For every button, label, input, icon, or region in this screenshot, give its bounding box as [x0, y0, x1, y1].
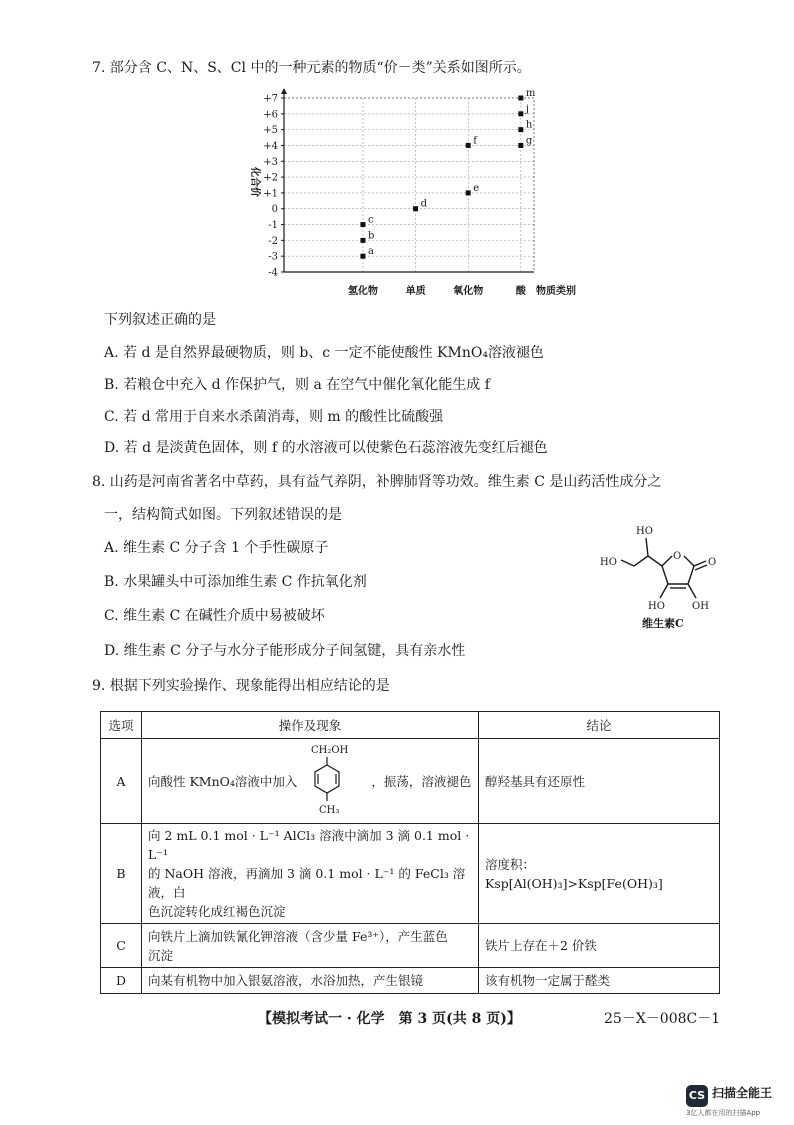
q8-stem-line2: 一，结构简式如图。下列叙述错误的是: [104, 507, 342, 523]
chart-ytick-label: -1: [268, 220, 278, 232]
row-d-conclusion: 该有机物一定属于醛类: [479, 968, 720, 994]
table-header-conclusion: 结论: [479, 712, 720, 739]
chart-point-d: [413, 206, 418, 211]
row-c-conclusion: 铁片上存在＋2 价铁: [479, 924, 720, 968]
chart-point-b: [360, 238, 365, 243]
row-b-option: B: [101, 824, 142, 924]
q8-stem-line1: 8. 山药是河南省著名中草药，具有益气养阴，补脾肺肾等功效。维生素 C 是山药活性成分之: [92, 474, 662, 490]
row-b-conc-line: 溶度积：: [485, 856, 536, 872]
row-a-op-before: 向酸性 KMnO₄溶液中加入: [148, 773, 298, 789]
chart-frame: [284, 98, 534, 272]
q7-option-a: A. 若 d 是自然界最硬物质，则 b、c 一定不能使酸性 KMnO₄溶液褪色: [104, 345, 544, 361]
chart-point-c: [360, 222, 365, 227]
chart-point-label: h: [525, 119, 533, 131]
row-a-conclusion: 醇羟基具有还原性: [479, 739, 720, 824]
q7-prompt: 下列叙述正确的是: [104, 312, 216, 328]
table-header-option: 选项: [101, 712, 142, 739]
chart-y-axis-arrow: [281, 88, 287, 94]
scanner-tagline: 3亿人都在用的扫描App: [686, 1109, 761, 1117]
chart-ytick-label: -2: [268, 235, 278, 247]
chart-point-g: [518, 143, 523, 148]
row-c-op-line: 沉淀: [148, 947, 174, 963]
row-b-operation: [142, 824, 479, 924]
chart-xlabel: 物质类别: [536, 286, 576, 297]
chart-ytick-label: +1: [263, 188, 278, 200]
table-row: [101, 739, 720, 824]
row-d-operation: 向某有机物中加入银氨溶液，水浴加热，产生银镜: [142, 968, 479, 994]
mol-label-ho-top: HO: [636, 526, 653, 537]
mol-label-o-ring: O: [673, 551, 682, 562]
struct-bottom-label: CH₃: [319, 805, 340, 816]
chart-point-label: e: [473, 182, 480, 194]
table-row: [101, 924, 720, 968]
mol-label-o-carbonyl: O: [708, 557, 717, 568]
footer-title: 【模拟考试一 · 化学 第 3 页(共 8 页)】: [258, 1011, 521, 1027]
q7-option-b: B. 若粮仓中充入 d 作保护气，则 a 在空气中催化氧化能生成 f: [104, 377, 490, 393]
chart-axes: [281, 88, 534, 272]
chart-point-h: [518, 127, 523, 132]
chart-ytick-label: +2: [263, 172, 278, 184]
row-c-option: C: [101, 924, 142, 968]
chart-category-label: 酸: [515, 286, 526, 297]
chart-ytick-label: -3: [268, 251, 278, 263]
chart-point-f: [466, 143, 471, 148]
row-a-operation: [142, 739, 479, 824]
chart-point-j: [518, 111, 523, 116]
chart-point-label: g: [525, 135, 533, 147]
row-b-conc-line: Ksp[Al(OH)₃]>Ksp[Fe(OH)₃]: [485, 875, 663, 891]
chart-point-m: [518, 96, 523, 101]
chart-ytick-label: +4: [263, 140, 278, 152]
valence-class-chart: [240, 84, 580, 304]
vitamin-c-structure: [588, 516, 738, 634]
scanner-app-name: 扫描全能王: [712, 1086, 773, 1100]
benzyl-alcohol-structure: [299, 741, 369, 821]
table-row: [101, 824, 720, 924]
row-b-op-line: 向 2 mL 0.1 mol · L⁻¹ AlCl₃ 溶液中滴加 3 滴 0.1 mol · L⁻¹: [148, 828, 470, 862]
chart-point-label: a: [367, 246, 374, 258]
row-d-option: D: [101, 968, 142, 994]
q7-option-d: D. 若 d 是淡黄色固体，则 f 的水溶液可以使紫色石蕊溶液先变红后褪色: [104, 440, 548, 456]
chart-ytick-label: 0: [271, 204, 278, 216]
row-b-op-line: 的 NaOH 溶液，再滴加 3 滴 0.1 mol · L⁻¹ 的 FeCl₃ 溶液，白: [148, 866, 466, 900]
mol-label-ho-left: HO: [600, 557, 617, 568]
q9-stem: 9. 根据下列实验操作、现象能得出相应结论的是: [92, 678, 390, 694]
q8-option-b: B. 水果罐头中可添加维生素 C 作抗氧化剂: [104, 574, 367, 590]
q7-stem: 7. 部分含 C、N、S、Cl 中的一种元素的物质“价－类”关系如图所示。: [92, 60, 531, 76]
chart-ytick-label: +3: [263, 156, 278, 168]
chart-ytick-label: +6: [263, 109, 278, 121]
table-header-row: [101, 712, 720, 739]
chart-point-label: f: [473, 135, 477, 147]
mol-label-oh-bottom: OH: [692, 601, 709, 612]
struct-top-label: CH₂OH: [311, 745, 349, 756]
chart-point-label: b: [367, 230, 375, 242]
experiment-table: [100, 711, 720, 994]
row-c-op-line: 向铁片上滴加铁氰化钾溶液（含少量 Fe³⁺），产生蓝色: [148, 928, 448, 944]
scanner-logo-icon: CS: [686, 1085, 708, 1107]
chart-point-label: d: [420, 198, 427, 210]
mol-label-ho-bottom: HO: [648, 601, 665, 612]
mol-caption: 维生素C: [642, 617, 684, 630]
chart-point-label: c: [367, 214, 374, 226]
chart-category-label: 氢化物: [347, 286, 378, 297]
row-c-operation: [142, 924, 479, 968]
q8-option-c: C. 维生素 C 在碱性介质中易被破坏: [104, 608, 325, 624]
row-b-conclusion: [479, 824, 720, 924]
row-b-op-line: 色沉淀转化成红褐色沉淀: [148, 904, 286, 919]
chart-point-label: j: [525, 103, 529, 115]
chart-ytick-label: +7: [263, 93, 278, 105]
chart-grid: [284, 98, 534, 272]
q8-option-a: A. 维生素 C 分子含 1 个手性碳原子: [104, 540, 329, 556]
chart-ylabel: 化合价: [249, 167, 260, 197]
q7-option-c: C. 若 d 常用于自来水杀菌消毒，则 m 的酸性比硫酸强: [104, 409, 444, 425]
chart-point-a: [360, 254, 365, 259]
chart-ytick-label: -4: [268, 267, 278, 279]
table-header-operation: 操作及现象: [142, 712, 479, 739]
q8-option-d: D. 维生素 C 分子与水分子能形成分子间氢键，具有亲水性: [104, 643, 466, 659]
table-row: [101, 968, 720, 994]
chart-category-label: 氧化物: [453, 286, 484, 297]
chart-category-label: 单质: [405, 286, 426, 297]
chart-point-e: [466, 190, 471, 195]
chart-point-label: m: [525, 88, 536, 99]
footer-code: 25－X－008C－1: [604, 1011, 721, 1027]
row-a-option: A: [101, 739, 142, 824]
chart-ytick-label: +5: [263, 125, 278, 137]
row-a-op-after: ，振荡，溶液褪色: [371, 773, 472, 789]
